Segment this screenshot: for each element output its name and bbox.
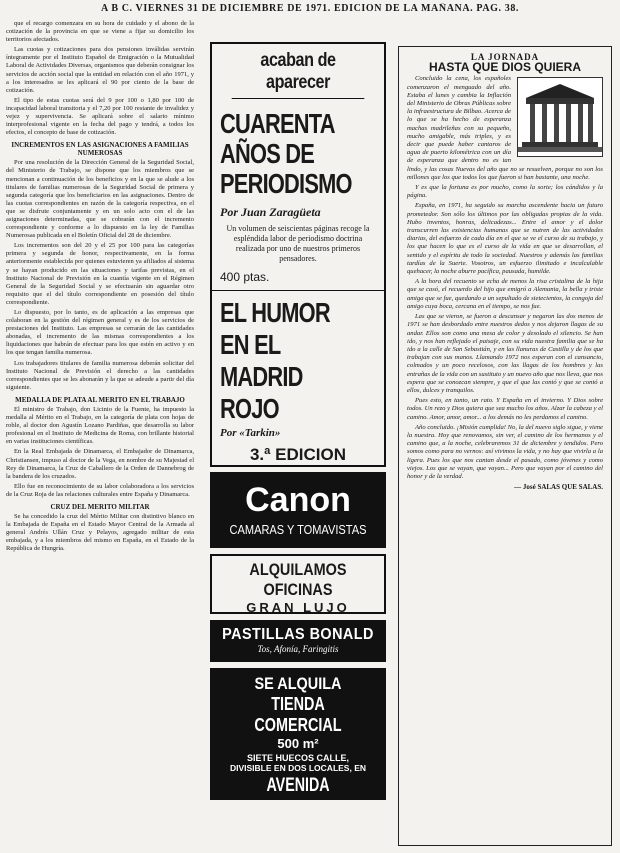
paragraph: Pues esto, en tanto, un rato. Y España en el invierno. Y Dios sobre todos. Un rezo y Dios quiera que sea mucho los años. Alzar la cabeza y el camino. Amor, amor, amor... a los demás no les perdamos el camino. [407, 397, 603, 421]
ad-line: SE ALQUILA [254, 674, 342, 693]
paragraph: Los incrementos son del 20 y el 25 por 100 para las categorías primera y segunda de honor, respectivamente, en la forma anteriormente establecida por quienes estuvieren ya afiliados al sistema y se hayan producido en las situaciones y tarifas previstas, en el Instituto Nacional de Previsión en la cuantía vigente en el Régimen General de la Seguridad Social y se efectuarán sin aguardar otro requisito que el del título correspondiente en posesión del título correspondiente. [6, 242, 194, 306]
editorial-column [398, 46, 612, 846]
book-ads-box [210, 42, 386, 467]
paragraph: En la Real Embajada de Dinamarca, el Embajador de Dinamarca, Christiansen, impuso al doctor de la Vega, en nombre de su Majestad el Rey de Dinamarca, la Cruz de Caballero de la Orden de Dannebrog de la bandera de los cruzados. [6, 448, 194, 480]
ads-column [210, 42, 386, 842]
brand-logo: Canon [245, 481, 351, 519]
ad-title: ALQUILAMOS OFICINAS [249, 560, 347, 599]
book-title: CUARENTA AÑOS DE PERIODISMO [220, 108, 352, 199]
pastillas-ad [210, 620, 386, 662]
book-description: Un volumen de seiscientas páginas recoge la espléndida labor de periodismo doctrina realizada por uno de nuestros primeros pensadores. [226, 224, 370, 263]
ad-line: 500 m² [277, 736, 319, 751]
paragraph: A la hora del recuento se echa de menos la risa cristalina de la hija que se casó, el recuerdo del hijo que emigró a Alemania, la bella y triste amiga que se fue, quedando a un sepultado de sietecientos, la congoja del amigo cuya boca, cercana en el tiempo, se nos fue. [407, 278, 603, 310]
ad-line: DIVISIBLE EN DOS LOCALES, EN [229, 763, 367, 773]
paragraph: Por una resolución de la Dirección General de la Seguridad Social, del Ministerio de Trabajo, se dispone que los miembros que se mencionan a continuación de los beneficios y en la que se alude a los titulares de familias numerosas de la Seguridad Social de primera y segunda categoría que los beneficiarios en las asignaciones. Dentro de las cuotas correspondientes en razón de la categoría respectiva, en el que se disfrute conjuntamente y en un solo acto con el de las asignaciones determinadas, que se cobrarán con el incremento correspondiente y conforme a lo dispuesto en la ley de Familias Numerosas publicada en el Boletín Oficial del 28 de diciembre. [6, 159, 194, 240]
offices-ad [210, 554, 386, 614]
section-heading: MEDALLA DE PLATA AL MERITO EN EL TRABAJO [15, 395, 185, 404]
book-price: 400 ptas. [220, 270, 270, 284]
paragraph: Concluido la cena, los españoles comenzaron el menguado del año. Estaba el lunes y cambia la Inflación del Ministerio de Obras Públicas sobre la infraestructura de Bilbao. Acerca de lo que se ha hecho de esperanza machas madrileñas con su pequeño, mucho amigable, más triples, y es decir que puede haber cantaros de agua de puerto kilométrica con un día de esperanza que dentro no es tan lindo, y las cosas Nuevas del año que no se resuelven, porque no son los millones que los que todos los que fueron si han bastante, una noche. [407, 75, 603, 181]
author-signature: — José SALAS QUE SALAS. [514, 483, 603, 492]
brand-tagline: CAMARAS Y TOMAVISTAS [229, 522, 367, 537]
ad-line: TIENDA COMERCIAL [254, 694, 342, 735]
ad-line: SIETE HUECOS CALLE, [246, 753, 349, 763]
paragraph: Año concluido. ¡Misión cumplida! No, la del nuevo siglo sigue, y viene la nuestra. Hoy que renovamos, sin ver, el camino de los hermanos y el camino que, a la noche, celebraremos 31 de diciembre y tendidos. Pero somos como para no vernos: así vivimos la vida, y no hay que vivirla a la ligera. Pues los que nos cantan desde el pasado, como jóvenes y como viejos. Los que se vayan, que vayan... Pero que vayan por el camino del honor y de la verdad. [407, 423, 603, 480]
paragraph: Se ha concedido la cruz del Mérito Militar con distintivo blanco en la Embajada de España en el Estado Mayor Central de la Armada al general Andrés Ullán Cruz y Pelayos, agregado militar de esta embajada, y a los miembros del mismo en España, en el Estado de la República de Hungría. [6, 512, 194, 553]
book-edition: 3.ª EDICION [249, 445, 347, 464]
column-kicker: LA JORNADA [470, 52, 540, 62]
paragraph: El ministro de Trabajo, don Licinio de la Fuente, ha impuesto la medalla al Mérito en el Trabajo, en la categoría de plata con hojas de roble, al doctor don Agustín Lozano Pardiñas, que desarrolla su labor profesional en el Instituto de Medicina de Roma, con brillante historial en varias instituciones científicas. [6, 405, 194, 446]
ad-subtitle: GRAN LUJO [246, 600, 350, 614]
paragraph: Ello fue en reconocimiento de su labor colaboradora a los servicios de la Cruz Roja de las relaciones culturales entre España y Dinamarca. [6, 482, 194, 498]
section-heading: INCREMENTOS EN LAS ASIGNACIONES A FAMILIAS NUMEROSAS [11, 141, 189, 158]
ad-headline: acaban de aparecer [232, 50, 365, 99]
book-author: Por «Tarkin» [220, 427, 281, 439]
ad-subtitle: Tos, Afonía, Faringitis [257, 644, 339, 654]
paragraph: que el recargo comenzara en su hora de cuidado y el abono de la cotización de la provincia en que se viene a fijar su domicilio los territorios afectados. [6, 20, 194, 44]
building-illustration [517, 77, 603, 157]
ad-line: AVENIDA [266, 775, 330, 796]
book-title: EL HUMOR EN EL MADRID ROJO [220, 297, 330, 424]
divider [212, 290, 384, 291]
page-header: A B C. VIERNES 31 DE DICIEMBRE DE 1971. EDICION DE LA MAÑANA. PAG. 38. [100, 3, 520, 14]
news-column [6, 20, 194, 852]
paragraph: Y es que la fortuna es por mucho, como la sorte; los cándidos y la página. [407, 184, 603, 200]
tienda-ad [210, 668, 386, 800]
paragraph: España, en 1971, ha seguido su marcha ascendente hacia un futuro prometedor. Son sólo los últimos por las obligadas propias de la vida. Hubo inventos, honras, delicadezas... Entre el amor y el dolor transcurren las existencias humanas que se nutren de las actividades diarias, del esfuerzo de cada día en el que se ve el curso de su trabajo, y los que hacen lo que es el curso de la vida en que se desarrollan, el sentido y el espíritu de todo la sociedad. Nuestros y además las familias tardías de la Suerte. Vosotros, un esfuerzo ilimitado e incalculable quehacer, la noche aburre pacífica, pausada, humilde. [407, 202, 603, 276]
paragraph: Los trabajadores titulares de familia numerosa deberán solicitar del Instituto Nacional de Previsión el derecho a las cantidades correspondientes que se les abonarán y la que se adeude a partir del día siguiente. [6, 359, 194, 391]
section-heading: CRUZ DEL MERITO MILITAR [50, 502, 150, 511]
paragraph: El tipo de estas cuotas será del 9 por 100 o 1,80 por 100 de incapacidad laboral transitoria y el 7,20 por 100 restante de invalidez y vejez y supervivencia. Se aplicará sobre el salario mínimo interprofesional vigente en la fecha del pago y tendrá, a todos los efectos, el concepto de base de cotización. [6, 96, 194, 137]
column-title: HASTA QUE DIOS QUIERA [428, 60, 581, 75]
ad-title: PASTILLAS BONALD [222, 626, 374, 643]
paragraph: Lo dispuesto, por lo tanto, es de aplicación a las empresas que colaboran en la gestión del régimen general y es de los servicios de prestaciones del Instituto. Las empresas se cerrarán de las cantidades abonadas, el incremento de las mismas correspondientes a los liquidaciones que habrán de efectuar para los que estén en activo y en los que tengan familia numerosa. [6, 309, 194, 357]
paragraph: Las cuotas y cotizaciones para dos pensiones inválidas servirán íntegramente por el Instituto Español de Emigración o la Mutualidad Laboral de Actividades Diversas, organismos que deberán consignar los servicios de acción social que la entidad en relación con el año 1971, y a los interesados se les aplicará el 90 por ciento de la base de cotización. [6, 46, 194, 94]
canon-ad [210, 472, 386, 548]
book-author: Por Juan Zaragüeta [220, 205, 321, 219]
paragraph: Las que se vieron, se fueron a descansar y negaron las dos menos de 1971 se han desbordado entre nuestros dedos y nos dejaron llagas de su andar. Ellos son como una mesa de color y desolado el silencio. Se han ido, y nos han reflejado el paisaje, con su vida nuestra familia que se ha ido a la calle de San Sebastián, y en las llanuras de Castilla y de los que trabajan con sus manos. Llamando 1972 nos esperan con el cansancio, colmados y un poco recelosos, con las llagas de los hombres y las entrañas de la vida con un sustituto y un nuevo año que nos lleva, que nos espera que se conozcan siempre, y que el que las contó y que se contó a ellos, dulces y tranquilos. [407, 313, 603, 394]
